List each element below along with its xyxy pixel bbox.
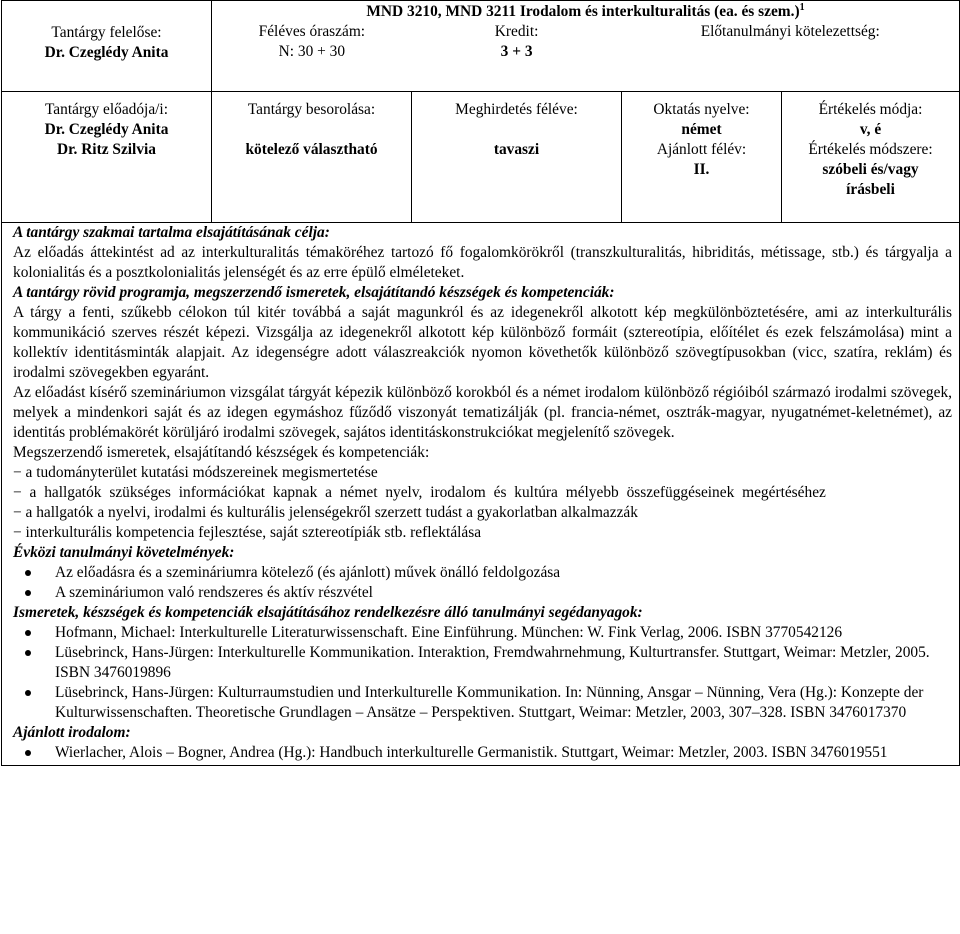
responsible-cell xyxy=(2,1,212,92)
materials-list xyxy=(13,623,952,723)
classification-label: Tantárgy besorolása: xyxy=(247,101,376,118)
language-value: német xyxy=(681,121,722,138)
list-item: Az előadásra és a szemináriumra kötelező (és ajánlott) művek önálló feldolgozása xyxy=(55,563,952,583)
hours-value: N: 30 + 30 xyxy=(278,43,346,60)
hours-label: Féléves óraszám: xyxy=(258,23,366,40)
program-paragraph-2: Az előadást kísérő szemináriumon vizsgálat tárgyát képezik különböző korokból és a német irodalom különböző régióiból származó irodalmi szövegek, melyek a mindenkori saját és az idegen egymáshoz fűződő viszonyát tematizálják (pl. francia-német, osztrák-magyar, nyugatnémet-keletnémet), az identitás problémakörét körüljáró irodalmi szövegek, sajátos identitáskonstrukciókat megjelenítő szövegek. xyxy=(13,384,952,441)
semester-label: Meghirdetés féléve: xyxy=(455,101,578,118)
list-item: Hofmann, Michael: Interkulturelle Literaturwissenschaft. Eine Einführung. München: W. Fink Verlag, 2006. ISBN 3770542126 xyxy=(55,623,952,643)
title-footnote: 1 xyxy=(799,1,805,13)
list-item: Lüsebrinck, Hans-Jürgen: Interkulturelle Kommunikation. Interaktion, Fremdwahrnehmung, Kulturtransfer. Stuttgart, Weimar: Metzler, 2005. ISBN 3476019896 xyxy=(55,643,952,683)
list-item: Wierlacher, Alois – Bogner, Andrea (Hg.): Handbuch interkulturelle Germanistik. Stuttgart, Weimar: Metzler, 2003. ISBN 3476019551 xyxy=(55,743,952,763)
skills-intro: Megszerzendő ismeretek, elsajátítandó készségek és kompetenciák: xyxy=(13,444,430,461)
credit-block xyxy=(412,22,622,62)
skill-item: − interkulturális kompetencia fejlesztése, saját sztereotípiák stb. reflektálása xyxy=(13,524,482,541)
eval-value: v, é xyxy=(859,121,882,138)
responsible-name: Dr. Czeglédy Anita xyxy=(44,44,169,61)
skill-item: − a hallgatók a nyelvi, irodalmi és kulturális jelenségekről szerzett tudást a gyakorlatban alkalmazzák xyxy=(13,504,638,521)
program-paragraph-1: A tárgy a fenti, szűkebb célokon túl kitér továbbá a saját magunkról és az idegenekről alkotott kép megkülönböztetésére, ami az interkulturális kommunikáció szerves részét képezi. Vizsgálja az idegenekről alkotott kép különböző formáit (sztereotípia, előítélet és ezek felszámolása) mint a kollektív identitásminták alapjait. Az idegenségre adott válaszreakciók nyomon követhetők különböző szövegtípusokban (vicc, szatíra, reklám) és irodalmi szövegekben egyaránt. xyxy=(13,304,952,381)
evaluation-cell xyxy=(782,92,960,223)
goal-text: Az előadás áttekintést ad az interkulturalitás témaköréhez tartozó fő fogalomkörökről (transzkulturalitás, hibriditás, métissage, stb.) és tárgyalja a kolonialitás és a posztkolonialitás jelenségét és az erre épülő elméleteket. xyxy=(13,244,952,281)
classification-value: kötelező választható xyxy=(245,141,378,158)
materials-heading: Ismeretek, készségek és kompetenciák elsajátításához rendelkezésre álló tanulmányi segédanyagok: xyxy=(13,604,643,621)
credit-value: 3 + 3 xyxy=(500,43,533,60)
requirements-list xyxy=(13,563,952,603)
requirements-heading: Évközi tanulmányi követelmények: xyxy=(13,544,235,561)
recommended-semester-value: II. xyxy=(693,161,710,178)
recommended-reading-heading: Ajánlott irodalom: xyxy=(13,724,131,741)
course-header-cell xyxy=(212,1,960,92)
course-sheet-table xyxy=(1,0,960,766)
skill-item: − a tudományterület kutatási módszereinek megismertetése xyxy=(13,464,378,481)
classification-cell xyxy=(212,92,412,223)
hours-block xyxy=(212,22,412,62)
language-label: Oktatás nyelve: xyxy=(653,101,750,118)
lecturer-label: Tantárgy előadója/i: xyxy=(44,101,168,118)
prereq-block xyxy=(621,22,959,62)
semester-value: tavaszi xyxy=(493,141,540,158)
eval-method-label: Értékelés módszere: xyxy=(808,141,933,158)
course-content-cell xyxy=(2,223,960,766)
recommended-semester-label: Ajánlott félév: xyxy=(656,141,747,158)
eval-method-value: szóbeli és/vagy írásbeli xyxy=(822,161,919,198)
credit-label: Kredit: xyxy=(494,23,539,40)
language-cell xyxy=(622,92,782,223)
eval-label: Értékelés módja: xyxy=(818,101,923,118)
lecturer-1: Dr. Czeglédy Anita xyxy=(44,121,169,138)
list-item: Lüsebrinck, Hans-Jürgen: Kulturraumstudien und Interkulturelle Kommunikation. In: Nünning, Ansgar – Nünning, Vera (Hg.): Konzepte der Kulturwissenschaften. Theoretische Grundlagen – Ansätze – Perspektiven. Stuttgart, Weimar: Metzler, 2003, 307–328. ISBN 3476017370 xyxy=(55,683,952,723)
lecturer-cell xyxy=(2,92,212,223)
semester-cell xyxy=(412,92,622,223)
course-title: MND 3210, MND 3211 Irodalom és interkulturalitás (ea. és szem.)$^1$ xyxy=(366,1,805,20)
list-item: A szemináriumon való rendszeres és aktív részvétel xyxy=(55,583,952,603)
program-heading: A tantárgy rövid programja, megszerzendő ismeretek, elsajátítandó készségek és kompetenciák: xyxy=(13,284,615,301)
responsible-label: Tantárgy felelőse: xyxy=(51,24,162,41)
skill-item: − a hallgatók szükséges információkat kapnak a német nyelv, irodalom és kultúra mélyebb összefüggéseinek megértéséhez xyxy=(13,484,826,501)
prereq-label: Előtanulmányi kötelezettség: xyxy=(700,23,880,40)
goal-heading: A tantárgy szakmai tartalma elsajátításának célja: xyxy=(13,224,330,241)
recommended-reading-list xyxy=(13,743,952,763)
lecturer-2: Dr. Ritz Szilvia xyxy=(56,141,157,158)
